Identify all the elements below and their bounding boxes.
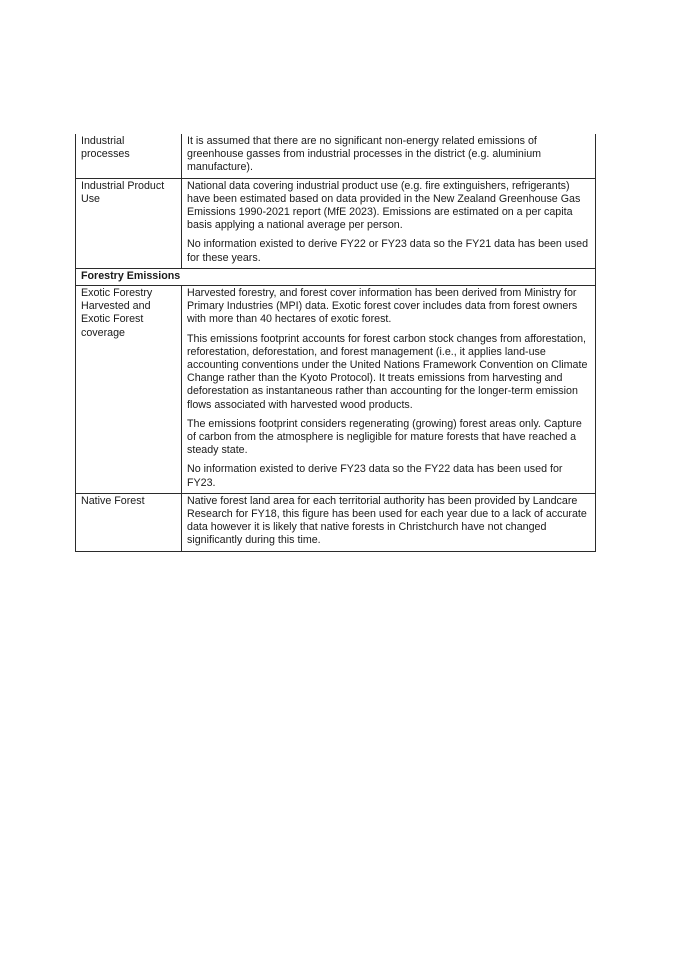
- description-paragraph: Native forest land area for each territorial authority has been provided by Landcare Research for FY18, this figure has been used for each year due to a lack of accurate data however it is likely that native forests in Christchurch have not changed significantly during this time.: [187, 494, 587, 547]
- description-paragraph: No information existed to derive FY22 or FY23 data so the FY21 data has been used for these years.: [187, 238, 589, 264]
- row-description: [182, 178, 596, 268]
- description-paragraph: Harvested forestry, and forest cover information has been derived from Ministry for Primary Industries (MPI) data. Exotic forest cover includes data from forest owners with more than 40 hectares of exotic forest.: [187, 287, 578, 326]
- table-row-industrial-processes: [76, 134, 596, 178]
- section-header-forestry-emissions: [76, 268, 596, 285]
- emissions-methodology-table: [75, 134, 596, 552]
- description-paragraph: No information existed to derive FY23 data so the FY22 data has been used for FY23.: [187, 463, 563, 489]
- document-page: [75, 134, 596, 552]
- row-label: Native Forest: [76, 493, 182, 551]
- row-description: [182, 286, 596, 494]
- description-paragraph: It is assumed that there are no significant non-energy related emissions of greenhouse gasses from industrial processes in the district (e.g. aluminium manufacture).: [187, 135, 542, 174]
- row-label: Industrial Product Use: [76, 178, 182, 268]
- table-row-native-forest: [76, 493, 596, 551]
- table-row-industrial-product-use: [76, 178, 596, 268]
- row-description: [182, 134, 596, 178]
- description-paragraph: This emissions footprint accounts for forest carbon stock changes from afforestation, reforestation, deforestation, and forest management (i.e., it applies land-use accounting conventions under the United Nations Framework Convention on Climate Change rather than the Kyoto Protocol). It treats emissions from harvesting and deforestation as instantaneous rather than accounting for the longer-term emission flows associated with harvested wood products.: [187, 332, 588, 411]
- row-description: [182, 493, 596, 551]
- description-paragraph: The emissions footprint considers regenerating (growing) forest areas only. Capture of carbon from the atmosphere is negligible for mature forests that have reached a steady state.: [187, 417, 582, 457]
- table-row-exotic-forestry: [76, 286, 596, 494]
- row-label: Exotic Forestry Harvested and Exotic Forest coverage: [76, 286, 182, 494]
- section-heading: Forestry Emissions: [76, 268, 596, 285]
- row-label: Industrial processes: [76, 134, 182, 178]
- description-paragraph: National data covering industrial product use (e.g. fire extinguishers, refrigerants) have been estimated based on data provided in the New Zealand Greenhouse Gas Emissions 1990-2021 report (MfE 2023). Emissions are estimated on a per capita basis applying a national average per person.: [187, 179, 581, 232]
